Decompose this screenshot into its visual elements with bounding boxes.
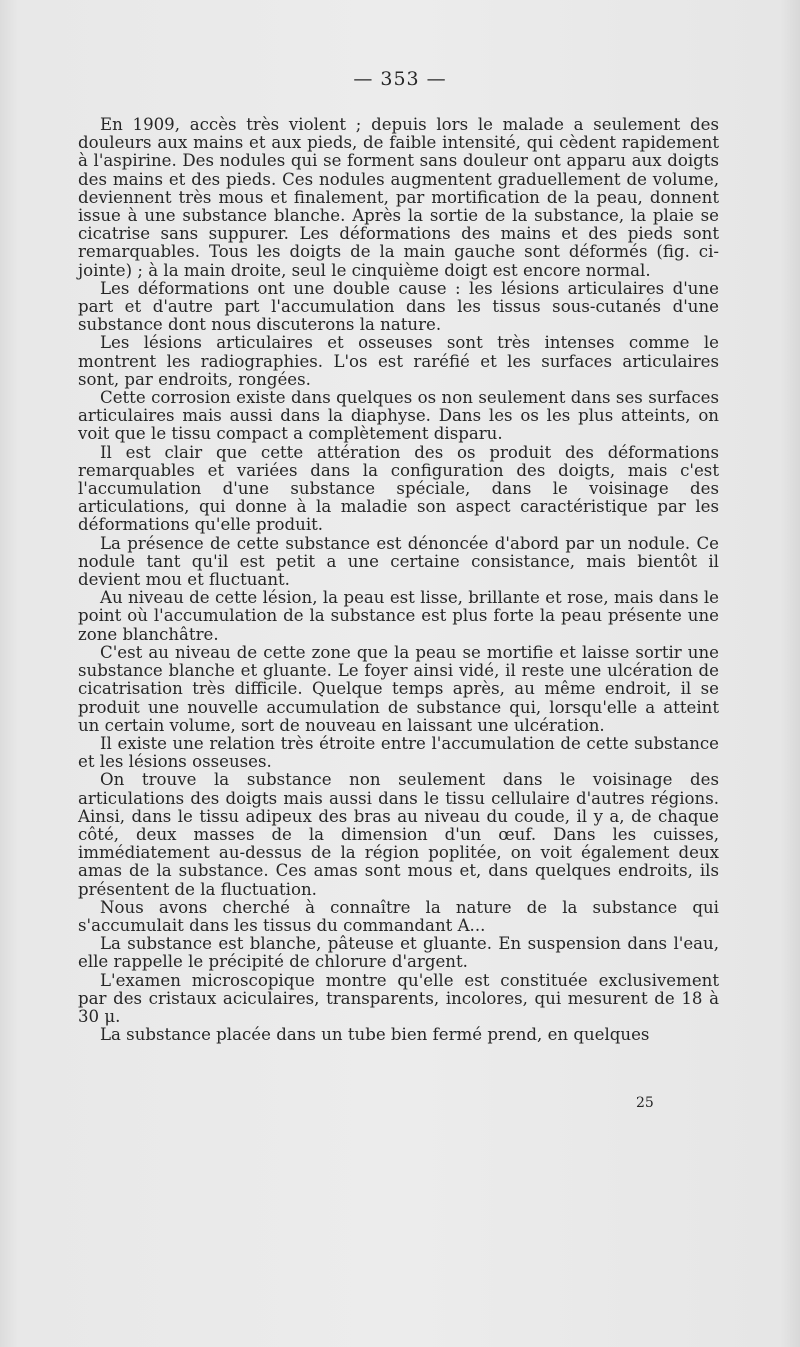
paragraph: La présence de cette substance est dénoncée d'abord par un nodule. Ce nodule tant qu'il est petit a une certaine consistance, mais bientôt il devient mou et fluctuant. [78, 533, 719, 590]
paragraph: Il est clair que cette attération des os produit des déformations remarquables et variées dans la configuration des doigts, mais c'est l'accumulation d'une substance spéciale, dans le voisinage des articulations, qui donne à la maladie son aspect caractéristique par les déformations qu'elle produit. [78, 442, 719, 535]
paragraph: Les lésions articulaires et osseuses sont très intenses comme le montrent les radiographies. L'os est raréfié et les surfaces articulaires sont, par endroits, rongées. [78, 333, 719, 389]
paragraph: C'est au niveau de cette zone que la peau se mortifie et laisse sortir une substance blanche et gluante. Le foyer ainsi vidé, il reste une ulcération de cicatrisation très difficile. Quelque temps après, au même endroit, il se produit une nouvelle accumulation de substance qui, lorsqu'elle a atteint un certain volume, sort de nouveau en laissant une ulcération. [78, 642, 719, 735]
paragraph: Cette corrosion existe dans quelques os non seulement dans ses surfaces articulaires mais aussi dans la diaphyse. Dans les os les plus atteints, on voit que le tissu compact a complètement disparu. [78, 388, 719, 444]
signature-mark: 25 [636, 1095, 654, 1111]
paragraph: On trouve la substance non seulement dans le voisinage des articulations des doigts mais aussi dans le tissu cellulaire d'autres régions. Ainsi, dans le tissu adipeux des bras au niveau du coude, il y a, de chaque côté, deux masses de la dimension d'un œuf. Dans les cuisses, immédiatement au-dessus de la région poplitée, on voit également deux amas de la substance. Ces amas sont mous et, dans quelques endroits, ils présentent de la fluctuation. [78, 770, 719, 899]
paragraph: Nous avons cherché à connaître la nature de la substance qui s'accumulait dans les tissus du commandant A... [78, 897, 719, 935]
document-body [78, 116, 719, 1044]
page-number: — 353 — [353, 68, 447, 90]
paragraph: La substance placée dans un tube bien fermé prend, en quelques [100, 1025, 650, 1045]
paragraph: Il existe une relation très étroite entre l'accumulation de cette substance et les lésions osseuses. [78, 733, 719, 772]
paragraph: Au niveau de cette lésion, la peau est lisse, brillante et rose, mais dans le point où l'accumulation de la substance est plus forte la peau présente une zone blanchâtre. [78, 588, 719, 644]
paragraph: La substance est blanche, pâteuse et gluante. En suspension dans l'eau, elle rappelle le précipité de chlorure d'argent. [78, 934, 719, 972]
paragraph: Les déformations ont une double cause : les lésions articulaires d'une part et d'autre part l'accumulation dans les tissus sous-cutanés d'une substance dont nous discuterons la nature. [78, 278, 719, 335]
paragraph: L'examen microscopique montre qu'elle est constituée exclusivement par des cristaux aciculaires, transparents, incolores, qui mesurent de 18 à 30 μ. [78, 970, 719, 1026]
paragraph: En 1909, accès très violent ; depuis lors le malade a seulement des douleurs aux mains et aux pieds, de faible intensité, qui cèdent rapidement à l'aspirine. Des nodules qui se forment sans douleur ont apparu aux doigts des mains et des pieds. Ces nodules augmentent graduellement de volume, deviennent très mous et finalement, par mortification de la peau, donnent issue à une substance blanche. Après la sortie de la substance, la plaie se cicatrise sans suppurer. Les déformations des mains et des pieds sont remarquables. Tous les doigts de la main gauche sont déformés (fig. ci-jointe) ; à la main droite, seul le cinquième doigt est encore normal. [78, 115, 719, 280]
